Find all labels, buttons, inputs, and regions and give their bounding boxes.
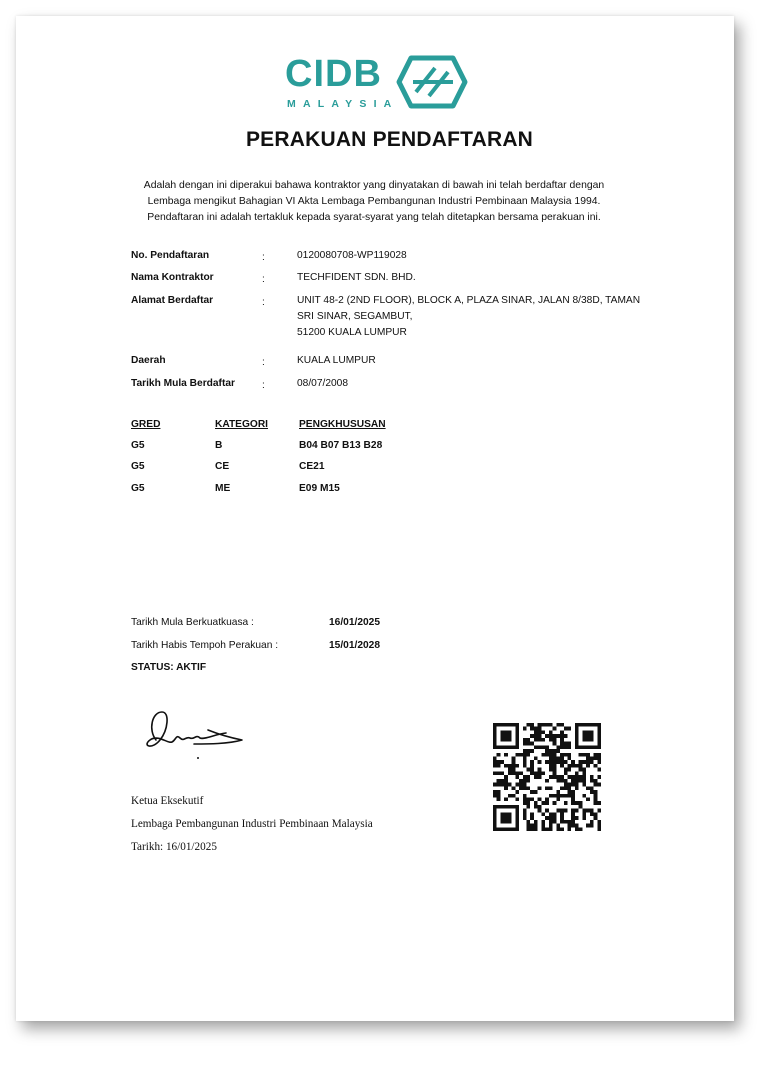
certificate-page [16,16,734,1021]
label-no-pendaftaran: No. Pendaftaran [131,250,210,261]
table-cell-kategori: CE [215,461,230,472]
value-no-pendaftaran: 0120080708-WP119028 [297,250,407,261]
alamat-line: SRI SINAR, SEGAMBUT, [297,311,413,322]
label-alamat: Alamat Berdaftar [131,295,214,306]
signatory-date: Tarikh: 16/01/2025 [131,841,217,853]
signatory-organisation: Lembaga Pembangunan Industri Pembinaan Malaysia [131,818,373,830]
intro-line: Lembaga mengikut Bahagian VI Akta Lembaga Pembangunan Industri Pembinaan Malaysia 1994. [147,196,601,207]
intro-line: Adalah dengan ini diperakui bahawa kontraktor yang dinyatakan di bawah ini telah berdaftar dengan [143,180,605,191]
label-tarikh-mula: Tarikh Mula Berdaftar [131,378,235,389]
colon: : [262,252,265,263]
colon: : [262,357,265,368]
cidb-logo [285,52,470,114]
table-cell-pengkhususan: B04 B07 B13 B28 [299,440,383,451]
status-text: STATUS: AKTIF [131,662,207,673]
logo-text: CIDB [285,53,382,95]
header-pengkhususan: PENGKHUSUSAN [299,419,386,430]
value-tarikh-habis-tempoh: 15/01/2028 [329,640,380,651]
header-gred: GRED [131,419,161,430]
value-alamat [297,293,640,341]
value-daerah: KUALA LUMPUR [297,355,376,366]
label-tarikh-habis-tempoh: Tarikh Habis Tempoh Perakuan : [131,640,279,651]
header-kategori: KATEGORI [215,419,269,430]
table-cell-pengkhususan: CE21 [299,461,325,472]
signature-image [138,700,248,770]
logo-subtext: MALAYSIA [287,98,399,110]
colon: : [262,297,265,308]
colon: : [262,274,265,285]
table-cell-gred: G5 [131,483,145,494]
table-cell-pengkhususan: E09 M15 [299,483,340,494]
intro-paragraph [60,178,688,226]
value-tarikh-mula-berkuatkuasa: 16/01/2025 [329,617,380,628]
intro-line: Pendaftaran ini adalah tertakluk kepada syarat-syarat yang telah ditetapkan bersama perakuan ini. [147,212,601,223]
colon: : [262,380,265,391]
table-cell-kategori: ME [215,483,231,494]
alamat-line: UNIT 48-2 (2ND FLOOR), BLOCK A, PLAZA SINAR, JALAN 8/38D, TAMAN [297,295,641,306]
signatory-position: Ketua Eksekutif [131,795,204,807]
certificate-title: PERAKUAN PENDAFTARAN [245,128,534,151]
alamat-line: 51200 KUALA LUMPUR [297,327,407,338]
table-cell-kategori: B [215,440,223,451]
table-cell-gred: G5 [131,440,145,451]
label-daerah: Daerah [131,355,166,366]
value-nama-kontraktor: TECHFIDENT SDN. BHD. [297,272,416,283]
value-tarikh-mula: 08/07/2008 [297,378,348,389]
logo-hexagon-icon [399,58,465,106]
label-nama-kontraktor: Nama Kontraktor [131,272,214,283]
table-cell-gred: G5 [131,461,145,472]
qr-code-icon [493,723,601,831]
label-tarikh-mula-berkuatkuasa: Tarikh Mula Berkuatkuasa : [131,617,254,628]
